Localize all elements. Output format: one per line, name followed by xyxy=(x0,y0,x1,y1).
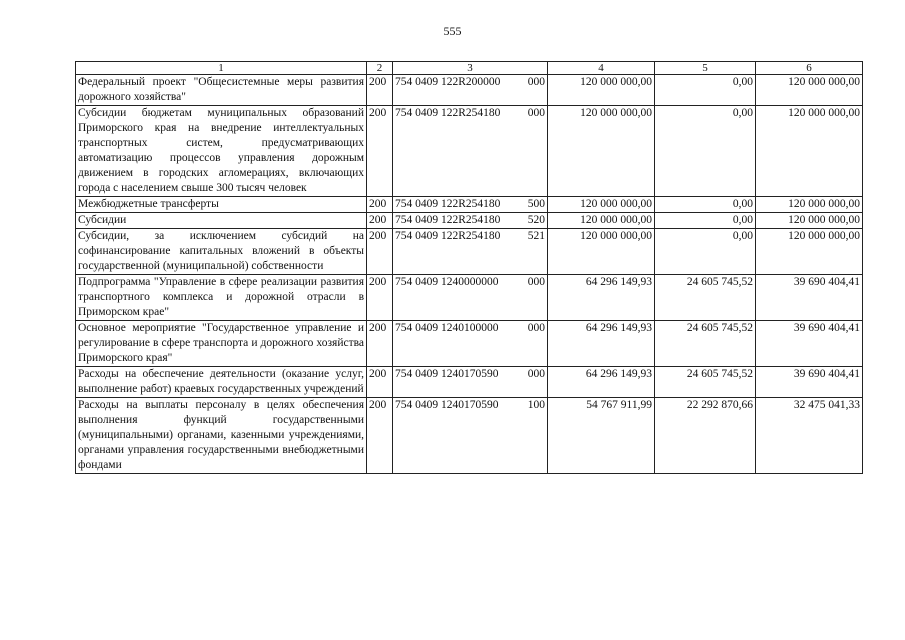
table-row xyxy=(76,367,863,398)
expense-type-code: 500 xyxy=(527,198,545,210)
budget-code: 754 0409 1240170590 xyxy=(395,368,499,380)
amount-col5: 24 605 745,52 xyxy=(655,367,756,398)
budget-code-cell xyxy=(393,213,548,229)
ministry-code: 200 xyxy=(367,229,393,275)
expense-name: Расходы на обеспечение деятельности (оказание услуг, выполнение работ) краевых государственных учреждений xyxy=(76,367,367,398)
budget-code-cell xyxy=(393,197,548,213)
amount-col6: 120 000 000,00 xyxy=(756,213,863,229)
budget-code: 754 0409 122R254180 xyxy=(395,230,501,242)
amount-col4: 120 000 000,00 xyxy=(548,213,655,229)
table-row xyxy=(76,275,863,321)
amount-col5: 22 292 870,66 xyxy=(655,398,756,474)
amount-col5: 24 605 745,52 xyxy=(655,275,756,321)
column-header: 1 xyxy=(76,62,367,75)
budget-code-cell xyxy=(393,321,548,367)
expense-name: Межбюджетные трансферты xyxy=(76,197,367,213)
page-number: 555 xyxy=(443,24,462,38)
amount-col6: 39 690 404,41 xyxy=(756,367,863,398)
expense-type-code: 000 xyxy=(527,368,545,380)
ministry-code: 200 xyxy=(367,398,393,474)
column-header: 3 xyxy=(393,62,548,75)
ministry-code: 200 xyxy=(367,75,393,106)
budget-code-cell xyxy=(393,75,548,106)
budget-code-cell xyxy=(393,106,548,197)
expense-name: Основное мероприятие "Государственное управление и регулирование в сфере транспорта и дорожного хозяйства Приморского края" xyxy=(76,321,367,367)
amount-col5: 24 605 745,52 xyxy=(655,321,756,367)
amount-col6: 32 475 041,33 xyxy=(756,398,863,474)
budget-code: 754 0409 122R254180 xyxy=(395,214,501,226)
column-header: 2 xyxy=(367,62,393,75)
budget-code-cell xyxy=(393,367,548,398)
table-row xyxy=(76,321,863,367)
expense-type-code: 100 xyxy=(527,399,545,411)
amount-col4: 64 296 149,93 xyxy=(548,321,655,367)
ministry-code: 200 xyxy=(367,367,393,398)
amount-col6: 120 000 000,00 xyxy=(756,229,863,275)
amount-col6: 120 000 000,00 xyxy=(756,197,863,213)
expense-name: Субсидии бюджетам муниципальных образований Приморского края на внедрение интеллектуальных транспортных систем, предусматривающих автоматизацию процессов управления дорожным движением в городских агломерациях, включающих города с населением свыше 300 тысяч человек xyxy=(76,106,367,197)
column-header: 4 xyxy=(548,62,655,75)
table-row xyxy=(76,106,863,197)
table-header-row xyxy=(76,62,863,75)
budget-code-cell xyxy=(393,275,548,321)
amount-col4: 64 296 149,93 xyxy=(548,275,655,321)
expense-type-code: 521 xyxy=(527,230,545,242)
budget-code-cell xyxy=(393,229,548,275)
expense-name: Подпрограмма "Управление в сфере реализации развития транспортного комплекса и дорожной отрасли в Приморском крае" xyxy=(76,275,367,321)
expense-name: Расходы на выплаты персоналу в целях обеспечения выполнения функций государственными (муниципальными) органами, казенными учреждениями, органами управления государственными внебюджетными фондами xyxy=(76,398,367,474)
amount-col4: 120 000 000,00 xyxy=(548,106,655,197)
expense-name: Субсидии xyxy=(76,213,367,229)
amount-col6: 120 000 000,00 xyxy=(756,75,863,106)
amount-col4: 120 000 000,00 xyxy=(548,75,655,106)
ministry-code: 200 xyxy=(367,197,393,213)
amount-col6: 39 690 404,41 xyxy=(756,321,863,367)
amount-col5: 0,00 xyxy=(655,106,756,197)
amount-col6: 39 690 404,41 xyxy=(756,275,863,321)
amount-col4: 64 296 149,93 xyxy=(548,367,655,398)
amount-col5: 0,00 xyxy=(655,229,756,275)
table-row xyxy=(76,398,863,474)
amount-col5: 0,00 xyxy=(655,197,756,213)
budget-code: 754 0409 122R254180 xyxy=(395,107,501,119)
ministry-code: 200 xyxy=(367,106,393,197)
expense-name: Федеральный проект "Общесистемные меры развития дорожного хозяйства" xyxy=(76,75,367,106)
amount-col5: 0,00 xyxy=(655,213,756,229)
table-row xyxy=(76,213,863,229)
expense-name: Субсидии, за исключением субсидий на софинансирование капитальных вложений в объекты государственной (муниципальной) собственности xyxy=(76,229,367,275)
budget-table xyxy=(75,61,863,474)
amount-col4: 54 767 911,99 xyxy=(548,398,655,474)
table-row xyxy=(76,75,863,106)
amount-col5: 0,00 xyxy=(655,75,756,106)
expense-type-code: 000 xyxy=(527,322,545,334)
expense-type-code: 000 xyxy=(527,76,545,88)
budget-code: 754 0409 1240000000 xyxy=(395,276,499,288)
budget-code: 754 0409 122R200000 xyxy=(395,76,501,88)
ministry-code: 200 xyxy=(367,321,393,367)
table-row xyxy=(76,197,863,213)
expense-type-code: 000 xyxy=(527,107,545,119)
amount-col6: 120 000 000,00 xyxy=(756,106,863,197)
budget-code: 754 0409 122R254180 xyxy=(395,198,501,210)
budget-code: 754 0409 1240100000 xyxy=(395,322,499,334)
budget-code-cell xyxy=(393,398,548,474)
column-header: 5 xyxy=(655,62,756,75)
budget-code: 754 0409 1240170590 xyxy=(395,399,499,411)
ministry-code: 200 xyxy=(367,275,393,321)
amount-col4: 120 000 000,00 xyxy=(548,229,655,275)
expense-type-code: 520 xyxy=(527,214,545,226)
ministry-code: 200 xyxy=(367,213,393,229)
column-header: 6 xyxy=(756,62,863,75)
amount-col4: 120 000 000,00 xyxy=(548,197,655,213)
table-row xyxy=(76,229,863,275)
expense-type-code: 000 xyxy=(527,276,545,288)
